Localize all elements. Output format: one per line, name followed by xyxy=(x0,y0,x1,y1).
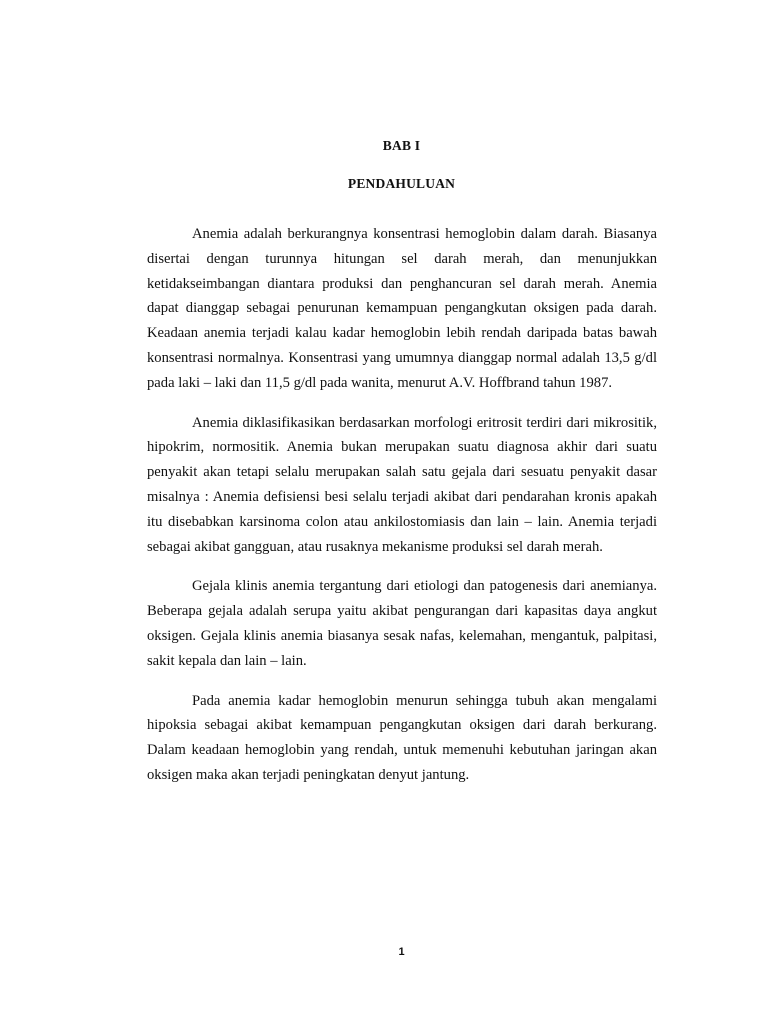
page-number: 1 xyxy=(398,946,405,958)
chapter-heading: BAB I xyxy=(382,138,421,153)
paragraph-2: Anemia diklasifikasikan berdasarkan morfologi eritrosit terdiri dari mikrositik, hipokrim, normositik. Anemia bukan merupakan suatu diagnosa akhir dari suatu penyakit akan tetapi selalu merupakan salah satu gejala dari sesuatu penyakit dasar misalnya : Anemia defisiensi besi selalu terjadi akibat dari pendarahan kronis apakah itu disebabkan karsinoma colon atau ankilostomiasis dan lain – lain. Anemia terjadi sebagai akibat gangguan, atau rusaknya mekanisme produksi sel darah merah. xyxy=(147,414,657,555)
paragraph-1: Anemia adalah berkurangnya konsentrasi hemoglobin dalam darah. Biasanya disertai dengan turunnya hitungan sel darah merah, dan menunjukkan ketidakseimbangan diantara produksi dan penghancuran sel darah merah. Anemia dapat dianggap sebagai penurunan kemampuan pengangkutan oksigen pada darah. Keadaan anemia terjadi kalau kadar hemoglobin lebih rendah daripada batas bawah konsentrasi normalnya. Konsentrasi yang umumnya dianggap normal adalah 13,5 g/dl pada laki – laki dan 11,5 g/dl pada wanita, menurut A.V. Hoffbrand tahun 1987. xyxy=(147,226,657,391)
body-text xyxy=(147,222,657,803)
paragraph-4: Pada anemia kadar hemoglobin menurun sehingga tubuh akan mengalami hipoksia sebagai akibat kemampuan pengangkutan oksigen dari darah berkurang. Dalam keadaan hemoglobin yang rendah, untuk memenuhi kebutuhan jaringan akan oksigen maka akan terjadi peningkatan denyut jantung. xyxy=(147,692,657,783)
paragraph-3: Gejala klinis anemia tergantung dari etiologi dan patogenesis dari anemianya. Beberapa gejala adalah serupa yaitu akibat pengurangan dari kapasitas daya angkut oksigen. Gejala klinis anemia biasanya sesak nafas, kelemahan, mengantuk, palpitasi, sakit kepala dan lain – lain. xyxy=(147,578,657,669)
chapter-title: PENDAHULUAN xyxy=(347,176,456,191)
